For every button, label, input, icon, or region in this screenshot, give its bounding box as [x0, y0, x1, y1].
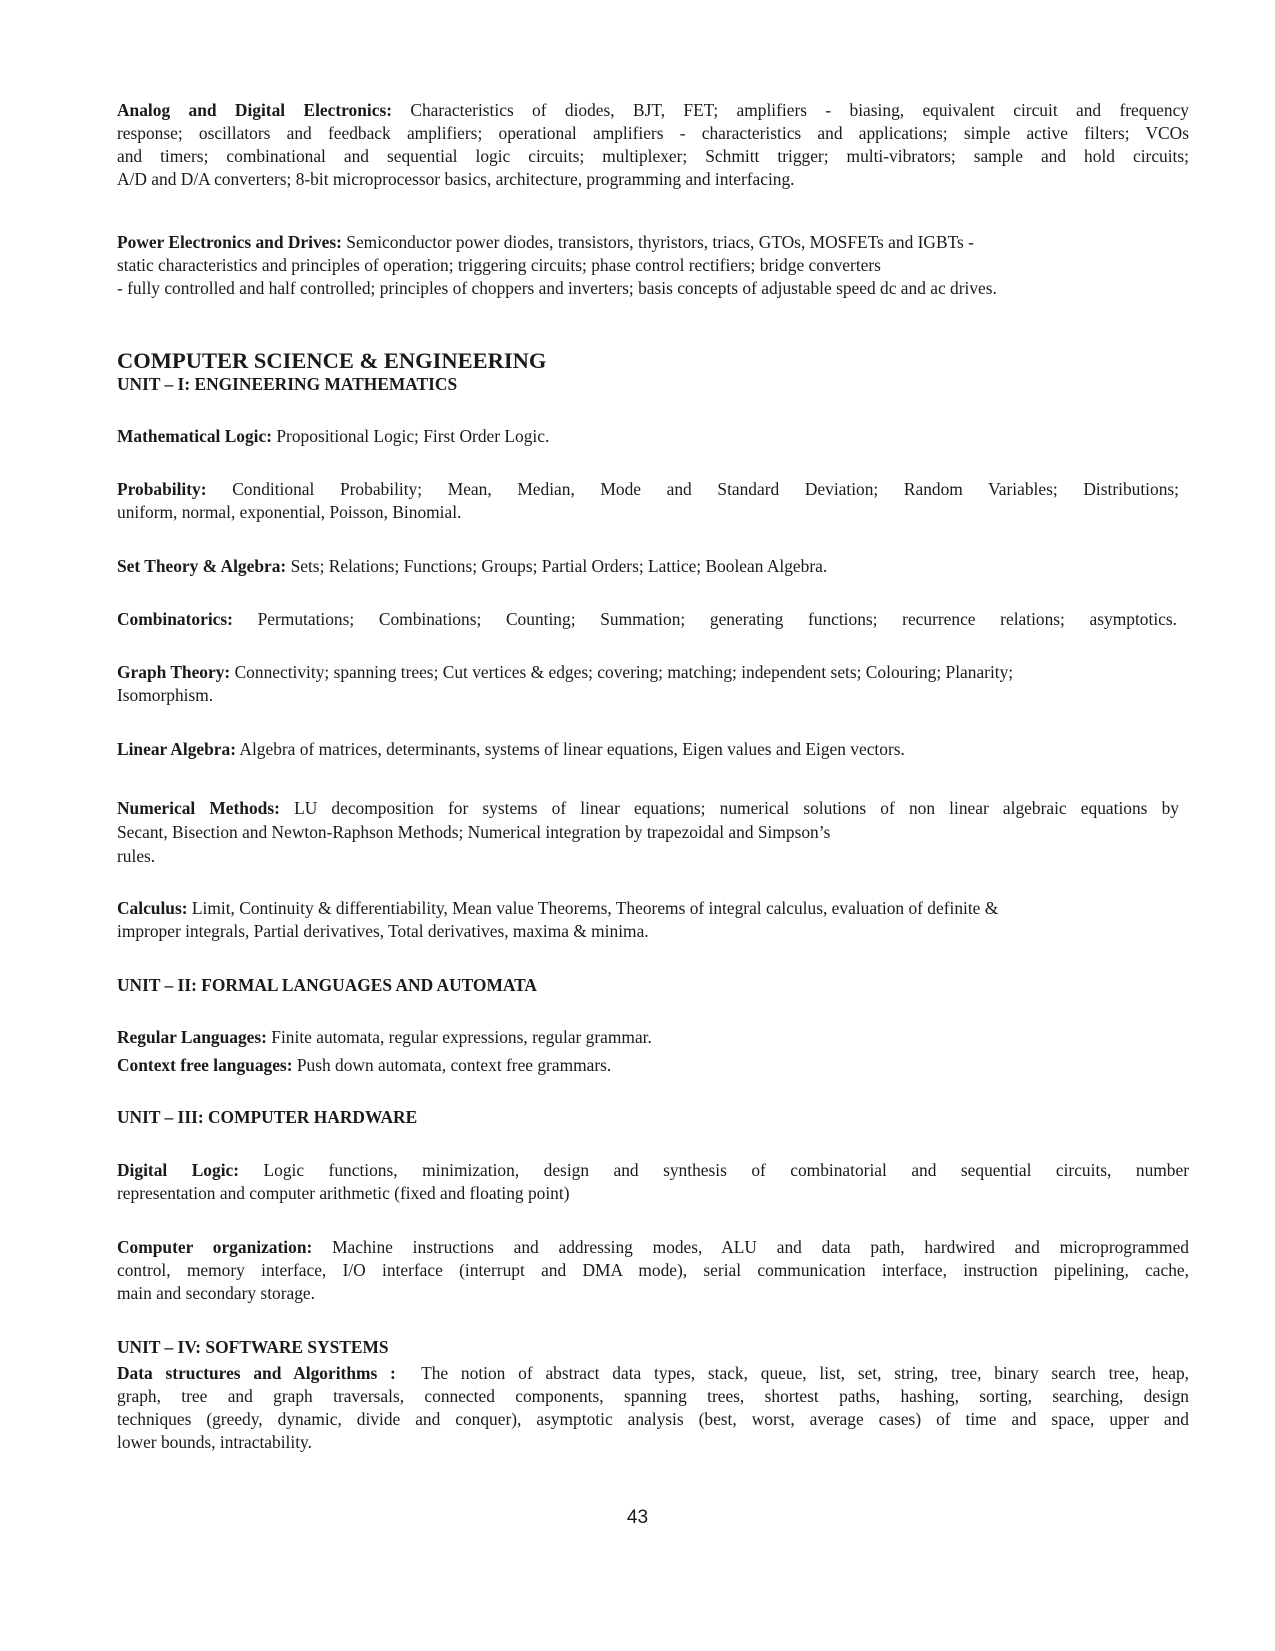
paragraph-line: [117, 608, 1177, 631]
paragraph-line: [117, 1236, 1189, 1259]
topic-text: LU decomposition for systems of linear equations; numerical solutions of non linear algebraic equations by: [294, 798, 1179, 818]
context-free-languages-paragraph: [117, 1054, 1189, 1077]
topic-heading: Analog and Digital Electronics:: [117, 100, 393, 120]
paragraph-line: uniform, normal, exponential, Poisson, Binomial.: [117, 502, 462, 522]
paragraph-line: [117, 99, 1189, 122]
topic-text: Logic functions, minimization, design and synthesis of combinatorial and sequential circuits, number: [263, 1160, 1189, 1180]
paragraph-line: and timers; combinational and sequential logic circuits; multiplexer; Schmitt trigger; multi-vibrators; sample and hold circuits;: [117, 146, 1189, 166]
paragraph-line: main and secondary storage.: [117, 1283, 315, 1303]
regular-languages-paragraph: [117, 1026, 1189, 1049]
digital-logic-paragraph: [117, 1159, 1189, 1205]
topic-text: Push down automata, context free grammars.: [296, 1055, 612, 1075]
paragraph-line: static characteristics and principles of operation; triggering circuits; phase control rectifiers; bridge converters: [117, 255, 881, 275]
paragraph-line: [117, 555, 1189, 578]
unit-1-title: UNIT – I: ENGINEERING MATHEMATICS: [117, 374, 458, 394]
paragraph-line: representation and computer arithmetic (fixed and floating point): [117, 1183, 570, 1203]
probability-paragraph: [117, 478, 1179, 524]
graph-theory-paragraph: [117, 661, 1189, 707]
topic-heading: Computer organization:: [117, 1237, 313, 1257]
topic-text: Machine instructions and addressing modes, ALU and data path, hardwired and microprogrammed: [332, 1237, 1189, 1257]
paragraph-line: - fully controlled and half controlled; principles of choppers and inverters; basis concepts of adjustable speed dc and ac drives.: [117, 278, 997, 298]
analog-digital-electronics-paragraph: [117, 99, 1189, 191]
paragraph-line: [117, 796, 1179, 820]
topic-heading: Calculus:: [117, 898, 188, 918]
topic-heading: Probability:: [117, 479, 207, 499]
unit-2-title: UNIT – II: FORMAL LANGUAGES AND AUTOMATA: [117, 975, 537, 995]
topic-heading: Set Theory & Algebra:: [117, 556, 287, 576]
topic-heading: Power Electronics and Drives:: [117, 232, 342, 252]
numerical-methods-paragraph: [117, 796, 1179, 868]
unit-4-title: UNIT – IV: SOFTWARE SYSTEMS: [117, 1337, 389, 1357]
topic-text: Characteristics of diodes, BJT, FET; amplifiers - biasing, equivalent circuit and frequency: [410, 100, 1189, 120]
paragraph-line: Secant, Bisection and Newton-Raphson Methods; Numerical integration by trapezoidal and Simpson’s: [117, 822, 831, 842]
paragraph-line: [117, 1362, 1189, 1385]
topic-text: Sets; Relations; Functions; Groups; Partial Orders; Lattice; Boolean Algebra.: [290, 556, 828, 576]
topic-text: Finite automata, regular expressions, regular grammar.: [271, 1027, 652, 1047]
topic-heading: Context free languages:: [117, 1055, 293, 1075]
paragraph-line: techniques (greedy, dynamic, divide and conquer), asymptotic analysis (best, worst, average cases) of time and space, upper and: [117, 1409, 1189, 1429]
paragraph-line: [117, 231, 1189, 254]
section-title: COMPUTER SCIENCE & ENGINEERING: [117, 348, 547, 373]
topic-heading: Data structures and Algorithms :: [117, 1363, 396, 1383]
paragraph-line: [117, 661, 1189, 684]
topic-text: Propositional Logic; First Order Logic.: [276, 426, 550, 446]
unit-3-title: UNIT – III: COMPUTER HARDWARE: [117, 1107, 418, 1127]
paragraph-line: improper integrals, Partial derivatives, Total derivatives, maxima & minima.: [117, 921, 649, 941]
paragraph-line: lower bounds, intractability.: [117, 1432, 312, 1452]
paragraph-line: control, memory interface, I/O interface (interrupt and DMA mode), serial communication interface, instruction pipelining, cache,: [117, 1260, 1189, 1280]
paragraph-line: [117, 738, 1189, 761]
paragraph-line: [117, 425, 1189, 448]
paragraph-line: [117, 478, 1179, 501]
topic-text: Semiconductor power diodes, transistors, thyristors, triacs, GTOs, MOSFETs and IGBTs -: [346, 232, 974, 252]
computer-organization-paragraph: [117, 1236, 1189, 1305]
paragraph-line: rules.: [117, 846, 156, 866]
topic-heading: Linear Algebra:: [117, 739, 236, 759]
topic-heading: Mathematical Logic:: [117, 426, 273, 446]
paragraph-line: graph, tree and graph traversals, connected components, spanning trees, shortest paths, hashing, sorting, searching, design: [117, 1386, 1189, 1406]
mathematical-logic-paragraph: [117, 425, 1189, 448]
paragraph-line: Isomorphism.: [117, 685, 214, 705]
topic-heading: Regular Languages:: [117, 1027, 267, 1047]
power-electronics-paragraph: [117, 231, 1189, 300]
paragraph-line: [117, 1054, 1189, 1077]
topic-heading: Numerical Methods:: [117, 798, 280, 818]
linear-algebra-paragraph: [117, 738, 1189, 761]
data-structures-paragraph: [117, 1362, 1189, 1454]
calculus-paragraph: [117, 897, 1189, 943]
topic-text: Permutations; Combinations; Counting; Summation; generating functions; recurrence relations; asymptotics.: [257, 609, 1177, 629]
set-theory-paragraph: [117, 555, 1189, 578]
paragraph-line: [117, 897, 1189, 920]
topic-text: Limit, Continuity & differentiability, Mean value Theorems, Theorems of integral calculus, evaluation of definite &: [191, 898, 999, 918]
paragraph-line: A/D and D/A converters; 8-bit microprocessor basics, architecture, programming and interfacing.: [117, 169, 795, 189]
topic-text: Conditional Probability; Mean, Median, Mode and Standard Deviation; Random Variables; Distributions;: [232, 479, 1179, 499]
topic-heading: Combinatorics:: [117, 609, 233, 629]
topic-text: The notion of abstract data types, stack, queue, list, set, string, tree, binary search tree, heap,: [421, 1363, 1190, 1383]
topic-text: Algebra of matrices, determinants, systems of linear equations, Eigen values and Eigen vectors.: [239, 739, 905, 759]
combinatorics-paragraph: [117, 608, 1177, 631]
paragraph-line: [117, 1026, 1189, 1049]
topic-heading: Digital Logic:: [117, 1160, 240, 1180]
page-number: 43: [626, 1507, 649, 1528]
topic-text: Connectivity; spanning trees; Cut vertices & edges; covering; matching; independent sets; Colouring; Planarity;: [234, 662, 1014, 682]
paragraph-line: response; oscillators and feedback amplifiers; operational amplifiers - characteristics and applications; simple active filters; VCOs: [117, 123, 1189, 143]
topic-heading: Graph Theory:: [117, 662, 231, 682]
paragraph-line: [117, 1159, 1189, 1182]
